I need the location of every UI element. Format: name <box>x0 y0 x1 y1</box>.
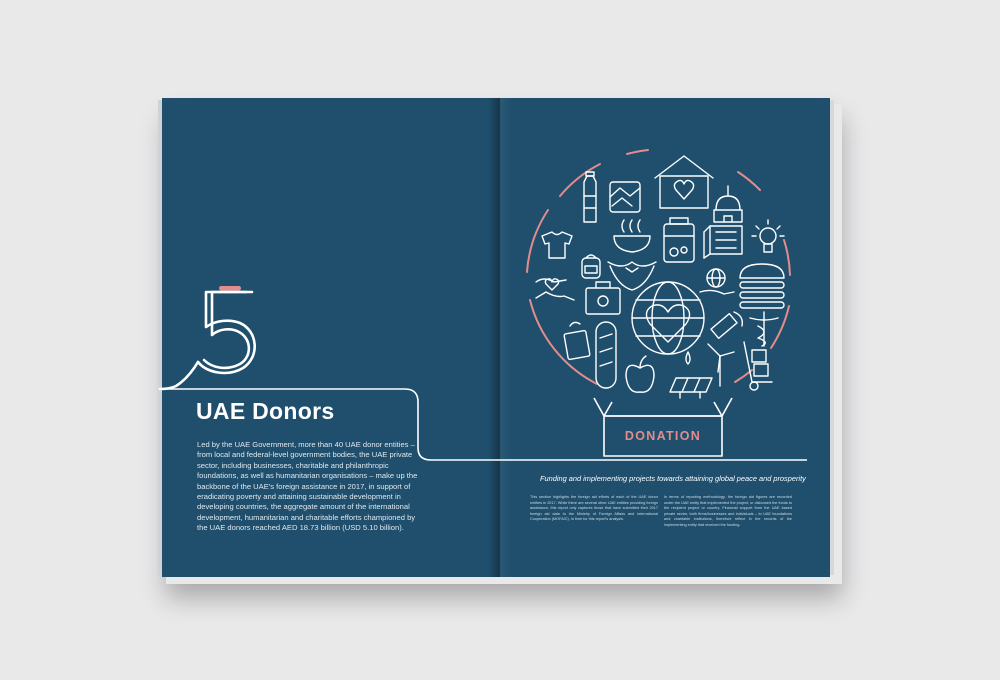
house-heart-icon <box>655 156 713 208</box>
first-aid-kit-icon <box>586 282 620 314</box>
donation-box-icon <box>594 398 732 456</box>
helping-hands-square-icon <box>610 182 640 212</box>
donation-box-label: DONATION <box>624 429 702 443</box>
hot-food-icon <box>614 220 650 252</box>
praying-hands-icon <box>608 262 656 290</box>
lightbulb-icon <box>752 220 784 252</box>
backpack-icon <box>582 255 600 278</box>
chapter-number-glyph <box>160 292 255 389</box>
water-bottle-icon <box>584 172 596 222</box>
right-page-column-2: In terms of reporting methodology, the foreign aid figures are recorded under the UAE entity that implemented the project, or disbursed the funds to the recipient project or country. Financial support from the UAE based private sector, both firms/businesses and individuals – to UAE foundations and charitable institutions, therefore reflect in the records of the implementing entity that received the funding. <box>664 495 792 527</box>
falling-item-icon <box>686 352 690 364</box>
chapter-title: UAE Donors <box>196 398 335 424</box>
solar-panel-icon <box>670 378 712 398</box>
chapter-number-pink-accent <box>219 286 241 291</box>
hand-truck-icon <box>744 342 772 390</box>
hand-heart-icon <box>536 279 574 300</box>
book-icon <box>704 226 742 258</box>
chapter-intro-text: Led by the UAE Government, more than 40 UAE donor entities – from local and federal-level government bodies, the UAE private sector, including businesses, charitable and philanthropic foundations, as well as humanitarian organisations – make up the backbone of the UAE's foreign assistance in 2017, in support of eradicating poverty and attaining sustainable development in developing countries, the aggregate amount of the international development, humanitarian and charitable efforts championed by the UAE donors reached AED 18.73 billion (USD 5.10 billion). <box>197 440 418 533</box>
caduceus-icon <box>750 312 778 346</box>
bread-icon <box>596 322 616 388</box>
right-page-column-1: This section highlights the foreign aid efforts of each of the UAE donor entities in 2017. While there are several other UAE entities providing foreign assistance, this report only captures those that have submitted their 2017 foreign aid data to the Ministry of Foreign Affairs and International Cooperation (MOFAIC), in time for this report's analysis. <box>530 495 658 522</box>
medicine-jar-icon <box>664 218 694 262</box>
right-page-tagline: Funding and implementing projects towards attaining global peace and prosperity <box>540 474 806 483</box>
apple-icon <box>626 356 654 392</box>
mosque-icon <box>714 186 742 222</box>
stacked-food-icon <box>740 264 784 308</box>
hand-globe-icon <box>700 269 734 294</box>
satellite-icon <box>711 312 742 338</box>
tshirt-icon <box>542 232 572 258</box>
tablet-icon <box>564 322 590 359</box>
globe-heart-icon <box>632 282 704 354</box>
